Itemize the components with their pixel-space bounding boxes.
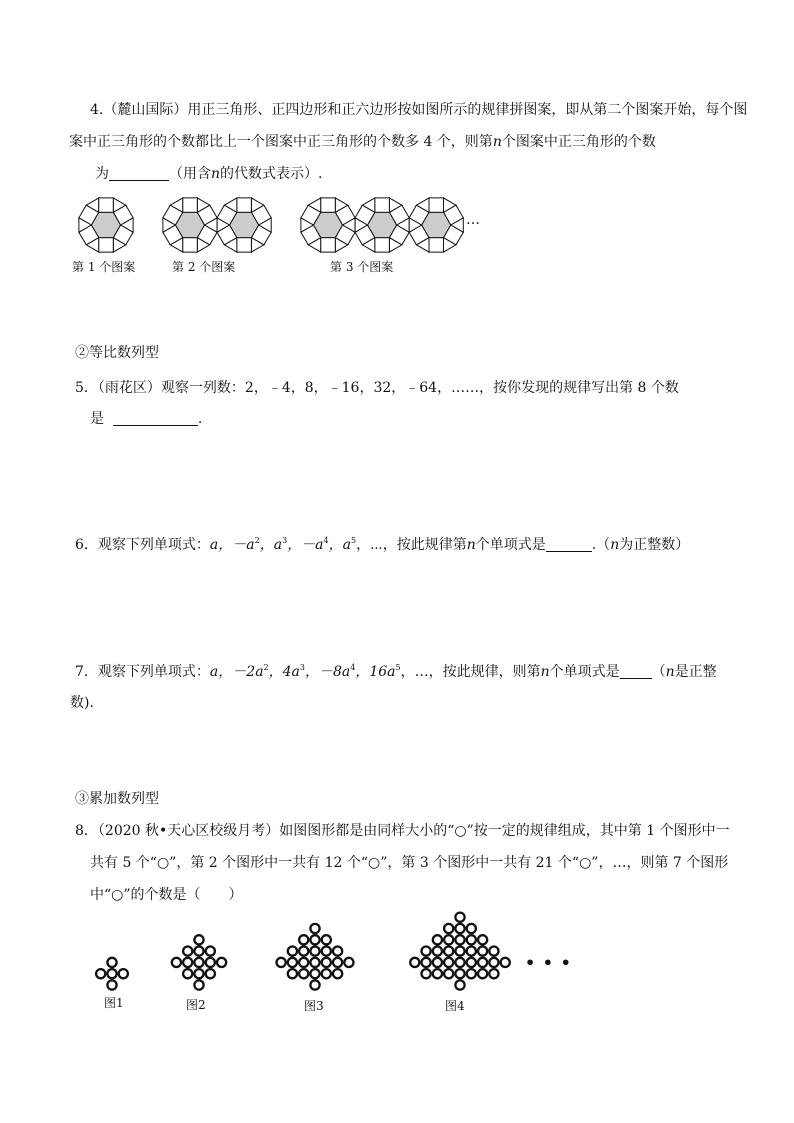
circle-mark xyxy=(206,969,215,978)
circle-mark xyxy=(422,958,431,967)
q4-figure-label-1: 第 1 个图案 xyxy=(72,260,136,274)
q6-exponent: 5 xyxy=(351,536,357,545)
circle-mark xyxy=(119,969,128,978)
q7-text: 按此规律，则第 xyxy=(442,664,541,680)
circle-mark xyxy=(299,969,308,978)
q5-answer-blank[interactable] xyxy=(113,411,198,426)
q8-line1: 8．（2020 秋•天心区校级月考）如图图形都是由同样大小的“○”按一定的规律组成，其中第 1 个图形中一 xyxy=(75,823,730,839)
circle-mark xyxy=(322,958,331,967)
circle-mark xyxy=(288,969,297,978)
circle-mark xyxy=(467,958,476,967)
q8-figure-label-1: 图1 xyxy=(104,996,124,1010)
circle-mark xyxy=(410,958,419,967)
q6-term: a xyxy=(209,537,219,553)
q7-text: 是正整 xyxy=(674,664,717,680)
circle-mark xyxy=(288,958,297,967)
q4-line2 xyxy=(69,132,656,152)
circle-mark xyxy=(333,947,342,956)
circle-mark xyxy=(455,980,464,989)
circle-mark xyxy=(107,980,116,989)
circle-mark xyxy=(107,969,116,978)
q4-line3 xyxy=(95,164,322,184)
circle-mark xyxy=(299,947,308,956)
circle-mark xyxy=(467,947,476,956)
q7-text: （ xyxy=(651,664,666,680)
q6-term: ，－a xyxy=(218,537,255,553)
q5-line1: 5．（雨花区）观察一列数：2，﹣4，8，﹣16，32，﹣64，……，按你发现的规律写出第 8 个数 xyxy=(75,380,679,396)
circle-mark xyxy=(288,947,297,956)
section-cumulative-sequence: ③累加数列型 xyxy=(75,791,159,807)
q7-text: 个单项式是 xyxy=(549,664,620,680)
circle-mark xyxy=(194,935,203,944)
circle-mark xyxy=(478,958,487,967)
circle-mark xyxy=(455,935,464,944)
q4-tiling-figures xyxy=(70,190,470,260)
q4-var-n: n xyxy=(211,166,221,182)
q6-exponent: 3 xyxy=(282,536,288,545)
square-tile xyxy=(99,238,114,253)
q6-var-n: n xyxy=(466,537,476,553)
circle-mark xyxy=(299,935,308,944)
q7-term: ，－2a xyxy=(218,664,264,680)
square-tile xyxy=(99,198,114,213)
q6-term: ，⋯， xyxy=(356,537,397,553)
square-tile xyxy=(237,198,252,213)
q7-line2: 数). xyxy=(70,695,94,711)
q7-text: 7．观察下列单项式： xyxy=(75,664,210,680)
circle-mark xyxy=(433,935,442,944)
q7-term: ，4a xyxy=(268,664,300,680)
square-tile xyxy=(429,198,444,213)
circle-mark xyxy=(444,924,453,933)
circle-mark xyxy=(96,969,105,978)
q8-figure-label-3: 图3 xyxy=(304,999,324,1013)
q6-term: ，－a xyxy=(287,537,324,553)
q4-text: （用含 xyxy=(169,166,211,182)
q6-answer-blank[interactable] xyxy=(546,537,592,552)
circle-mark xyxy=(444,969,453,978)
q6-term: ，a xyxy=(328,537,351,553)
q6-text: .（ xyxy=(591,537,611,553)
q4-text: 案中正三角形的个数都比上一个图案中正三角形的个数多 4 个，则第 xyxy=(69,134,493,150)
circle-mark xyxy=(444,958,453,967)
square-tile xyxy=(429,238,444,253)
circle-mark xyxy=(299,958,308,967)
circle-mark xyxy=(467,935,476,944)
q7-answer-blank[interactable] xyxy=(620,664,652,679)
square-tile xyxy=(375,198,390,213)
q7-exponent: 4 xyxy=(350,663,356,672)
circle-mark xyxy=(478,935,487,944)
q5-line2: 是 . xyxy=(90,411,203,427)
circle-mark xyxy=(310,947,319,956)
circle-mark xyxy=(183,969,192,978)
circle-mark xyxy=(333,969,342,978)
circle-mark xyxy=(217,958,226,967)
q7-line1 xyxy=(75,662,717,682)
circle-mark xyxy=(194,958,203,967)
circle-mark xyxy=(206,947,215,956)
q4-line1: 4.（麓山国际）用正三角形、正四边形和正六边形按如图所示的规律拼图案，即从第二个图案开始，每个图 xyxy=(90,102,748,118)
circle-mark xyxy=(107,958,116,967)
circle-mark xyxy=(455,924,464,933)
circle-mark xyxy=(194,947,203,956)
circle-mark xyxy=(183,958,192,967)
q7-term: ，…， xyxy=(400,664,443,680)
circle-mark xyxy=(455,958,464,967)
q8-circle-figures xyxy=(85,910,555,1000)
q4-text: 的代数式表示）. xyxy=(220,166,323,182)
q4-ellipsis: … xyxy=(466,212,480,228)
q6-exponent: 4 xyxy=(323,536,329,545)
q6-text: 按此规律第 xyxy=(396,537,467,553)
circle-mark xyxy=(422,969,431,978)
q7-exponent: 3 xyxy=(299,663,305,672)
q6-text: 为正整数） xyxy=(619,537,690,553)
circle-mark xyxy=(489,958,498,967)
circle-mark xyxy=(444,935,453,944)
q8-figure-label-2: 图2 xyxy=(186,998,206,1012)
q4-figure-label-3: 第 3 个图案 xyxy=(330,260,394,274)
q8-line2: 共有 5 个“○”，第 2 个图形中一共有 12 个“○”，第 3 个图形中一共有 21 个“○”，…，则第 7 个图形 xyxy=(90,855,729,871)
circle-mark xyxy=(478,947,487,956)
q6-var-n: n xyxy=(610,537,620,553)
circle-mark xyxy=(322,947,331,956)
q7-term: ，16a xyxy=(355,664,396,680)
circle-mark xyxy=(489,969,498,978)
q7-exponent: 2 xyxy=(263,663,269,672)
q4-var-n: n xyxy=(492,134,502,150)
circle-mark xyxy=(501,958,510,967)
square-tile xyxy=(375,238,390,253)
square-tile xyxy=(321,238,336,253)
q6-text: 个单项式是 xyxy=(475,537,546,553)
q6-line1 xyxy=(75,535,689,555)
circle-mark xyxy=(489,947,498,956)
q8-continuation-dots: • • • xyxy=(525,953,572,972)
circle-mark xyxy=(478,969,487,978)
q7-var-n: n xyxy=(540,664,550,680)
section-geometric-sequence: ②等比数列型 xyxy=(75,345,159,361)
circle-mark xyxy=(422,947,431,956)
circle-mark xyxy=(333,958,342,967)
circle-mark xyxy=(344,958,353,967)
square-tile xyxy=(183,238,198,253)
q8-figure-label-4: 图4 xyxy=(445,999,465,1013)
q4-answer-blank[interactable] xyxy=(109,166,169,181)
circle-mark xyxy=(206,958,215,967)
circle-mark xyxy=(310,969,319,978)
q7-term: ，－8a xyxy=(305,664,351,680)
circle-mark xyxy=(194,980,203,989)
circle-mark xyxy=(433,969,442,978)
circle-mark xyxy=(467,924,476,933)
q4-text: 为 xyxy=(95,166,109,182)
q6-exponent: 2 xyxy=(254,536,260,545)
circle-mark xyxy=(183,947,192,956)
circle-mark xyxy=(455,913,464,922)
q8-line3: 中“○”的个数是（ ） xyxy=(90,887,243,903)
square-tile xyxy=(183,198,198,213)
circle-mark xyxy=(455,969,464,978)
q7-var-n: n xyxy=(665,664,675,680)
circle-mark xyxy=(172,958,181,967)
q4-figure-label-2: 第 2 个图案 xyxy=(172,260,236,274)
circle-mark xyxy=(310,958,319,967)
circle-mark xyxy=(455,947,464,956)
square-tile xyxy=(237,238,252,253)
q6-text: 6．观察下列单项式： xyxy=(75,537,210,553)
circle-mark xyxy=(310,924,319,933)
circle-mark xyxy=(433,947,442,956)
circle-mark xyxy=(467,969,476,978)
q7-term: a xyxy=(209,664,219,680)
q7-exponent: 5 xyxy=(395,663,401,672)
square-tile xyxy=(321,198,336,213)
q5-text: 是 xyxy=(90,411,104,427)
q6-term: ，a xyxy=(259,537,283,553)
circle-mark xyxy=(310,935,319,944)
circle-mark xyxy=(433,958,442,967)
circle-mark xyxy=(444,947,453,956)
circle-mark xyxy=(322,969,331,978)
circle-mark xyxy=(310,980,319,989)
circle-mark xyxy=(277,958,286,967)
q4-text: 个图案中正三角形的个数 xyxy=(501,134,656,150)
circle-mark xyxy=(322,935,331,944)
circle-mark xyxy=(194,969,203,978)
